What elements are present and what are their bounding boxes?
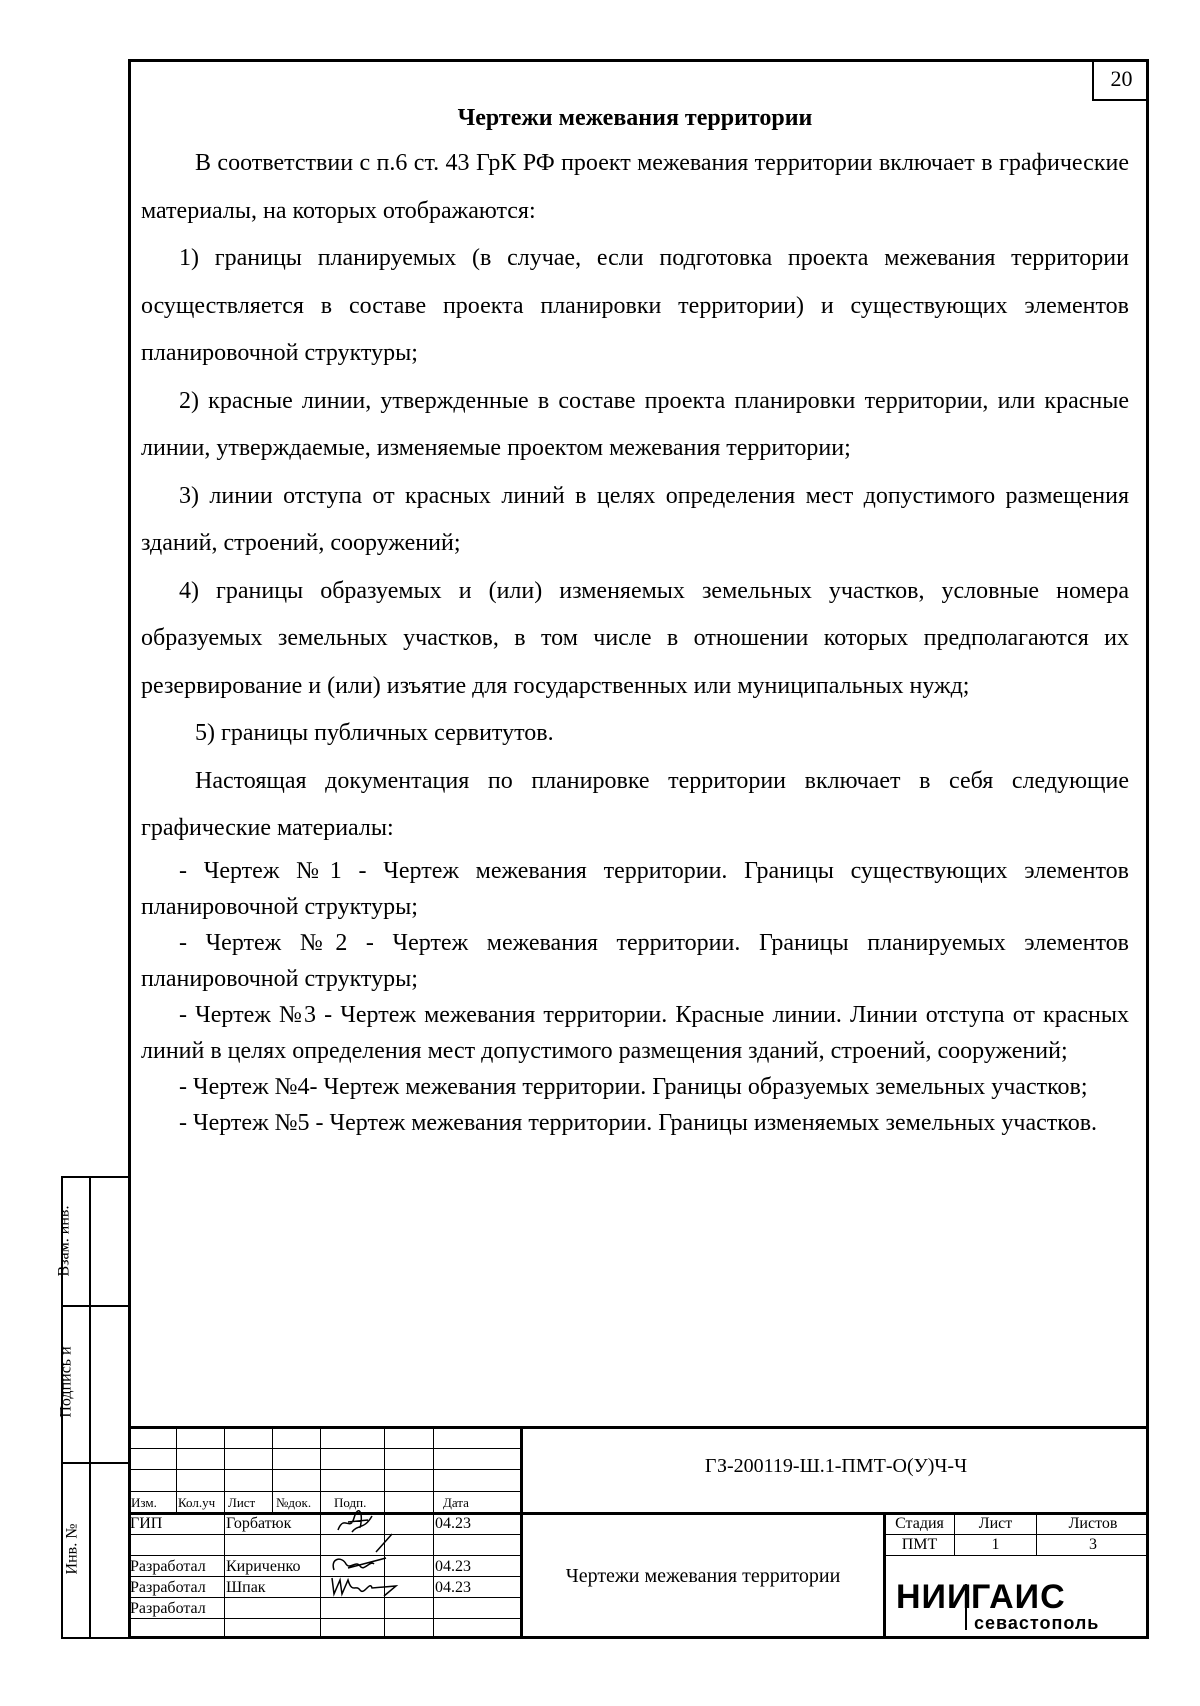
label-podpis: Подпись и — [57, 1346, 75, 1418]
paragraph-item-1: 1) границы планируемых (в случае, если подготовка проекта межевания территории осуществляется в составе проекта планировки территории) и существующих элементов планировочной структуры; — [141, 245, 1129, 366]
header-kol-uch: Кол.уч — [178, 1495, 216, 1510]
row-2-role: Разработал — [130, 1558, 206, 1575]
logo-nii: НИИ — [896, 1578, 973, 1616]
row-2-date: 04.23 — [435, 1558, 471, 1575]
stage-label: Стадия — [895, 1515, 944, 1532]
paragraph-item-5: 5) границы публичных сервитутов. — [195, 720, 554, 746]
paragraph-item-3: 3) линии отступа от красных линий в целях определения мест допустимого размещения зданий, строений, сооружений; — [141, 482, 1129, 556]
header-ndok: №док. — [276, 1495, 312, 1510]
paragraph-item-2: 2) красные линии, утвержденные в составе проекта планировки территории, или красные линии, утверждаемые, изменяемые проектом межевания территории; — [141, 387, 1129, 461]
sheets-label: Листов — [1068, 1515, 1118, 1532]
document-body — [141, 100, 1129, 1141]
document-code: ГЗ-200119-Ш.1-ПМТ-О(У)Ч-Ч — [704, 1455, 968, 1477]
title-block — [128, 1426, 1149, 1639]
header-izm: Изм. — [131, 1495, 157, 1510]
paragraph-materials: Настоящая документация по планировке территории включает в себя следующие графические материалы: — [141, 767, 1129, 841]
row-3-role: Разработал — [130, 1579, 206, 1596]
sheet-value: 1 — [991, 1536, 1000, 1553]
paragraph-intro: В соответствии с п.6 ст. 43 ГрК РФ проект межевания территории включает в графические материалы, на которых отображаются: — [141, 150, 1129, 224]
page-title: Чертежи межевания территории — [457, 105, 813, 131]
drawing-item-2: - Чертеж №2 - Чертеж межевания территории. Границы планируемых элементов планировочной структуры; — [141, 929, 1129, 992]
logo-divider — [965, 1584, 967, 1630]
row-4-role: Разработал — [130, 1600, 206, 1617]
label-inv-no: Инв. № — [63, 1523, 81, 1575]
row-3-date: 04.23 — [435, 1579, 471, 1596]
label-vzam-inv: Взам. инв. — [55, 1205, 73, 1277]
drawing-item-5: - Чертеж №5 - Чертеж межевания территории. Границы изменяемых земельных участков. — [179, 1109, 1098, 1136]
logo-gais: ГАИС — [971, 1578, 1066, 1616]
side-stamp — [55, 1176, 128, 1639]
page-number: 20 — [1092, 59, 1149, 101]
sheet-label: Лист — [978, 1515, 1013, 1532]
drawing-item-3: - Чертеж №3 - Чертеж межевания территории. Красные линии. Линии отступа от красных линий в целях определения мест допустимого размещения зданий, строений, сооружений; — [141, 1001, 1129, 1064]
drawing-item-1: - Чертеж №1 - Чертеж межевания территории. Границы существующих элементов планировочной структуры; — [141, 857, 1129, 920]
document-title: Чертежи межевания территории — [565, 1565, 841, 1587]
signature-shpak — [326, 1574, 404, 1600]
row-1-role: ГИП — [130, 1515, 163, 1532]
stage-value: ПМТ — [901, 1536, 938, 1553]
logo-city: севастополь — [974, 1613, 1100, 1633]
signature-kirichenko — [326, 1530, 396, 1578]
paragraph-item-4: 4) границы образуемых и (или) изменяемых земельных участков, условные номера образуемых земельных участков, в том числе в отношении которых предполагаются их резервирование и (или) изъятие для государственных или муниципальных нужд; — [141, 577, 1129, 699]
header-podp: Подп. — [334, 1495, 367, 1510]
row-3-name: Шпак — [226, 1579, 266, 1596]
row-1-name: Горбатюк — [226, 1515, 292, 1532]
header-data: Дата — [443, 1495, 469, 1510]
row-2-name: Кириченко — [226, 1558, 301, 1575]
sheets-value: 3 — [1089, 1536, 1097, 1553]
drawing-item-4: - Чертеж №4- Чертеж межевания территории. Границы образуемых земельных участков; — [179, 1073, 1088, 1100]
header-list: Лист — [228, 1495, 256, 1510]
row-1-date: 04.23 — [435, 1515, 471, 1532]
